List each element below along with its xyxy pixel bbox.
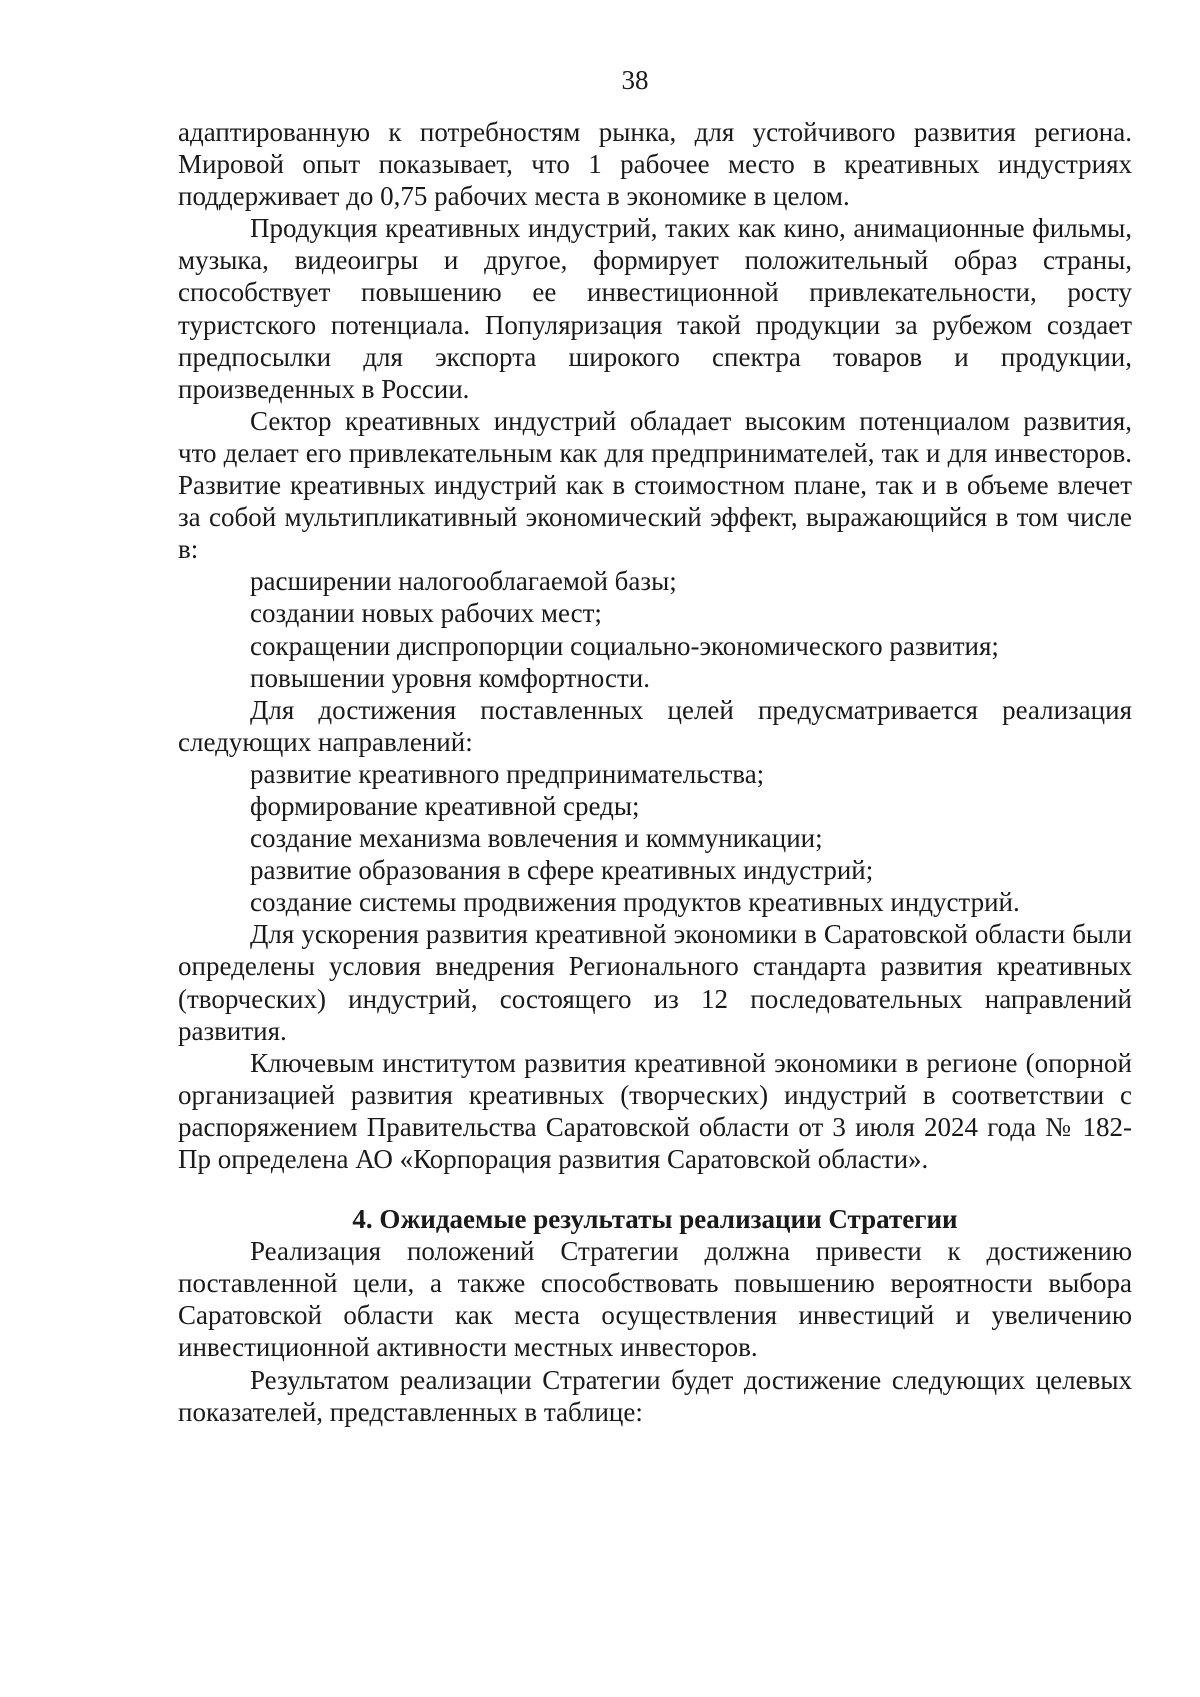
list-item: развитие образования в сфере креативных индустрий;: [250, 855, 874, 886]
document-body: [178, 116, 1132, 1428]
list-item: повышении уровня комфортности.: [250, 662, 650, 693]
list-item: создании новых рабочих мест;: [250, 598, 602, 629]
page-number: 38: [621, 65, 649, 95]
paragraph-4: Для достижения поставленных целей предусматривается реализация следующих направлений:: [178, 694, 1132, 757]
paragraph-1: адаптированную к потребностям рынка, для устойчивого развития региона. Мировой опыт показывает, что 1 рабочее место в креативных индустриях поддерживает до 0,75 рабочих места в экономике в целом.: [178, 117, 1132, 212]
list-item: создание системы продвижения продуктов креативных индустрий.: [250, 887, 1020, 918]
paragraph-7: Реализация положений Стратегии должна привести к достижению поставленной цели, а также способствовать повышению вероятности выбора Саратовской области как места осуществления инвестиций и увеличению инвестиционной активности местных инвесторов.: [178, 1236, 1132, 1363]
paragraph-2: Продукция креативных индустрий, таких как кино, анимационные фильмы, музыка, видеоигры и другое, формирует положительный образ страны, способствует повышению ее инвестиционной привлекательности, росту туристского потенциала. Популяризация такой продукции за рубежом создает предпосылки для экспорта широкого спектра товаров и продукции, произведенных в России.: [178, 213, 1132, 404]
effects-list: [178, 565, 1132, 693]
list-item: расширении налогооблагаемой базы;: [250, 566, 677, 597]
paragraph-3: Сектор креативных индустрий обладает высоким потенциалом развития, что делает его привлекательным как для предпринимателей, так и для инвесторов. Развитие креативных индустрий как в стоимостном плане, так и в объеме влечет за собой мультипликативный экономический эффект, выражающийся в том числе в:: [178, 405, 1132, 565]
list-item: создание механизма вовлечения и коммуникации;: [250, 823, 823, 854]
section-heading: 4. Ожидаемые результаты реализации Стратегии: [352, 1204, 958, 1235]
paragraph-6: Ключевым институтом развития креативной экономики в регионе (опорной организацией развития креативных (творческих) индустрий в соответствии с распоряжением Правительства Саратовской области от 3 июля 2024 года № 182-Пр определена АО «Корпорация развития Саратовской области».: [178, 1047, 1132, 1174]
paragraph-8: Результатом реализации Стратегии будет достижение следующих целевых показателей, представленных в таблице:: [178, 1364, 1132, 1427]
list-item: формирование креативной среды;: [250, 790, 640, 821]
list-item: сокращении диспропорции социально-экономического развития;: [250, 630, 999, 661]
paragraph-5: Для ускорения развития креативной экономики в Саратовской области были определены условия внедрения Регионального стандарта развития креативных (творческих) индустрий, состоящего из 12 последовательных направлений развития.: [178, 919, 1132, 1046]
directions-list: [178, 758, 1132, 918]
list-item: развитие креативного предпринимательства;: [250, 758, 765, 789]
